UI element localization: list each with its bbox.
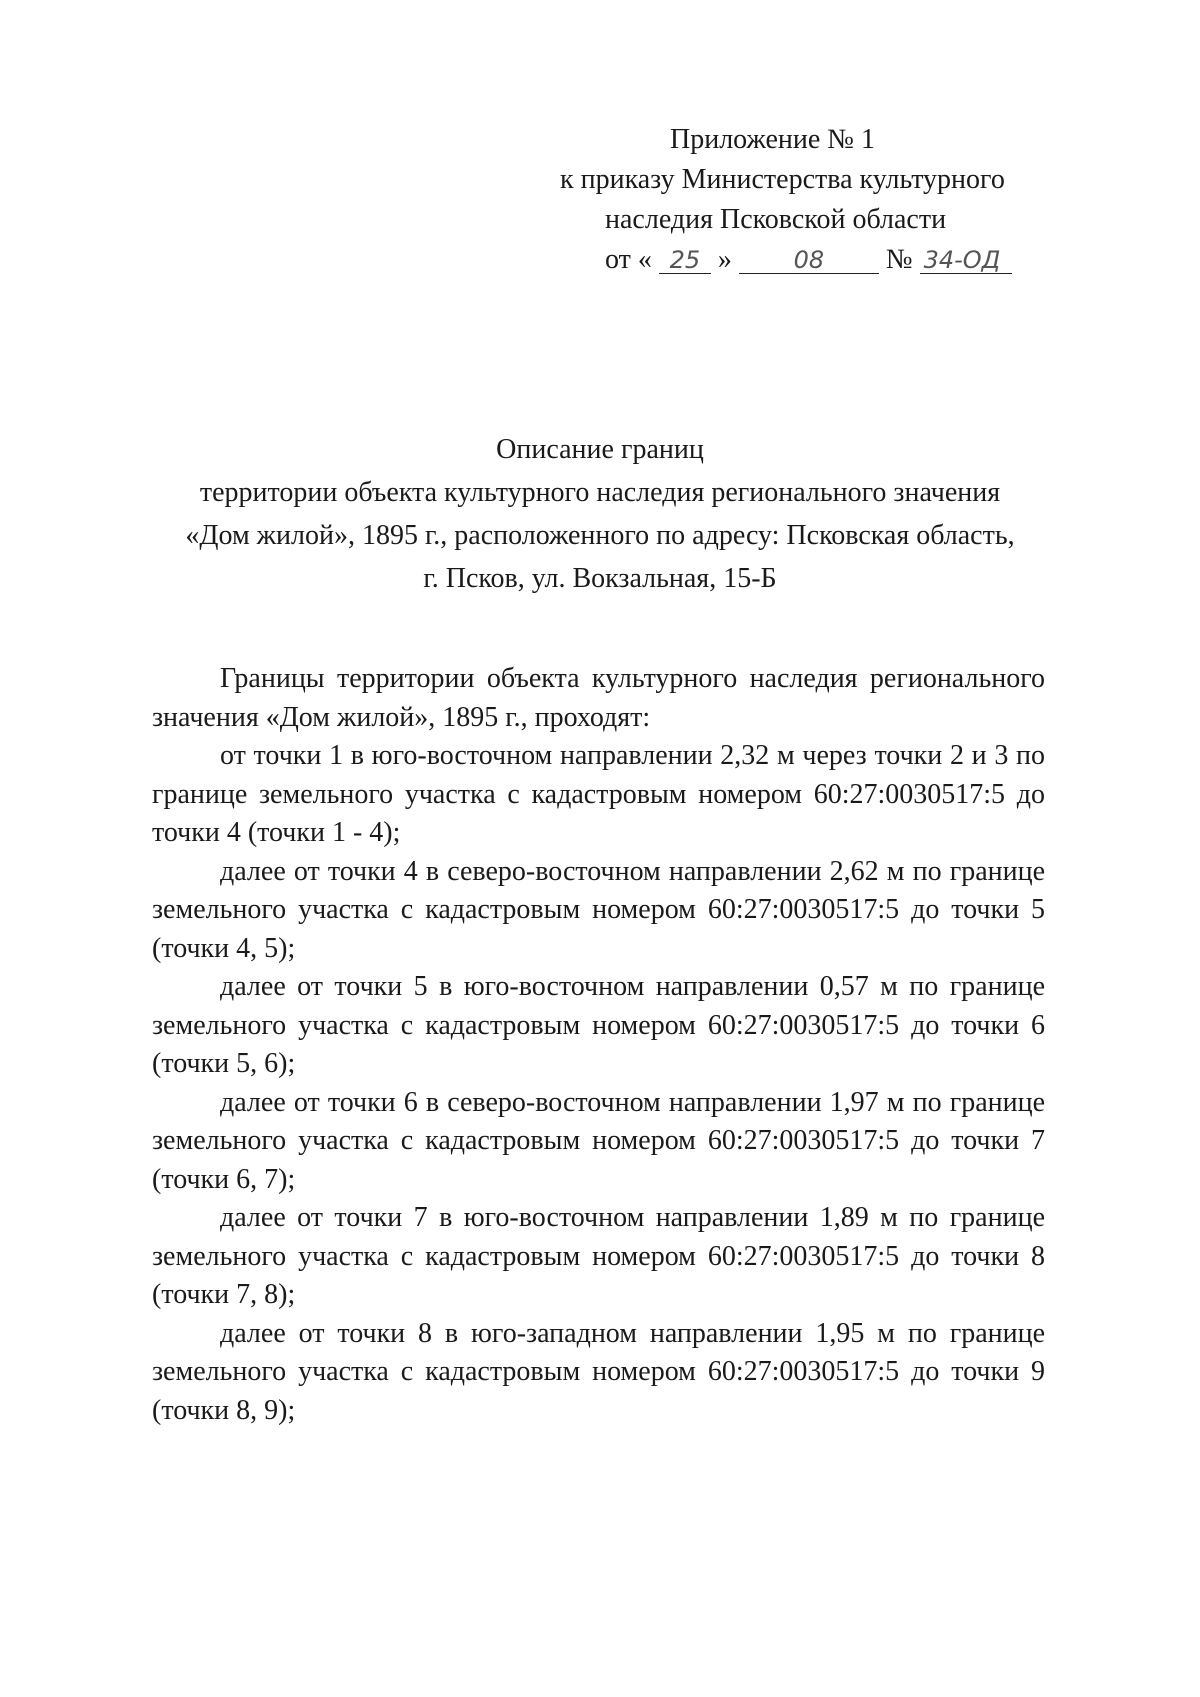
date-mid: »: [717, 244, 732, 275]
paragraph: Границы территории объекта культурного наследия регионального значения «Дом жилой», 1895 г., проходят:: [152, 663, 1045, 733]
handwritten-month: 08: [739, 247, 879, 274]
document-title: [150, 428, 1050, 600]
appendix-number: Приложение № 1: [670, 124, 875, 155]
paragraph: далее от точки 4 в северо-восточном направлении 2,62 м по границе земельного участка с кадастровым номером 60:27:0030517:5 до точки 5 (точки 4, 5);: [152, 855, 1045, 964]
title-line-2: территории объекта культурного наследия регионального значения: [199, 477, 1001, 508]
paragraph: далее от точки 7 в юго-восточном направлении 1,89 м по границе земельного участка с кадастровым номером 60:27:0030517:5 до точки 8 (точки 7, 8);: [152, 1202, 1045, 1310]
appendix-reference: [560, 120, 1040, 280]
handwritten-day: 25: [659, 247, 711, 274]
paragraph: далее от точки 5 в юго-восточном направлении 0,57 м по границе земельного участка с кадастровым номером 60:27:0030517:5 до точки 6 (точки 5, 6);: [152, 971, 1045, 1079]
title-line-1: Описание границ: [496, 434, 704, 465]
appendix-ministry: наследия Псковской области: [605, 204, 947, 235]
boundary-description: [152, 660, 1045, 1430]
title-line-4: г. Псков, ул. Вокзальная, 15-Б: [423, 563, 777, 594]
number-prefix: №: [885, 244, 913, 275]
appendix-date-line: [560, 240, 1040, 280]
paragraph: далее от точки 6 в северо-восточном направлении 1,97 м по границе земельного участка с кадастровым номером 60:27:0030517:5 до точки 7 (точки 6, 7);: [152, 1086, 1045, 1195]
paragraph: далее от точки 8 в юго-западном направлении 1,95 м по границе земельного участка с кадастровым номером 60:27:0030517:5 до точки 9 (точки 8, 9);: [152, 1317, 1045, 1426]
title-line-3: «Дом жилой», 1895 г., расположенного по адресу: Псковская область,: [185, 520, 1015, 551]
appendix-order-ref: к приказу Министерства культурного: [560, 164, 1005, 195]
date-prefix: от «: [605, 244, 652, 275]
paragraph: от точки 1 в юго-восточном направлении 2,32 м через точки 2 и 3 по границе земельного участка с кадастровым номером 60:27:0030517:5 до точки 4 (точки 1 - 4);: [152, 740, 1045, 848]
handwritten-order-number: 34-ОД: [920, 247, 1012, 274]
